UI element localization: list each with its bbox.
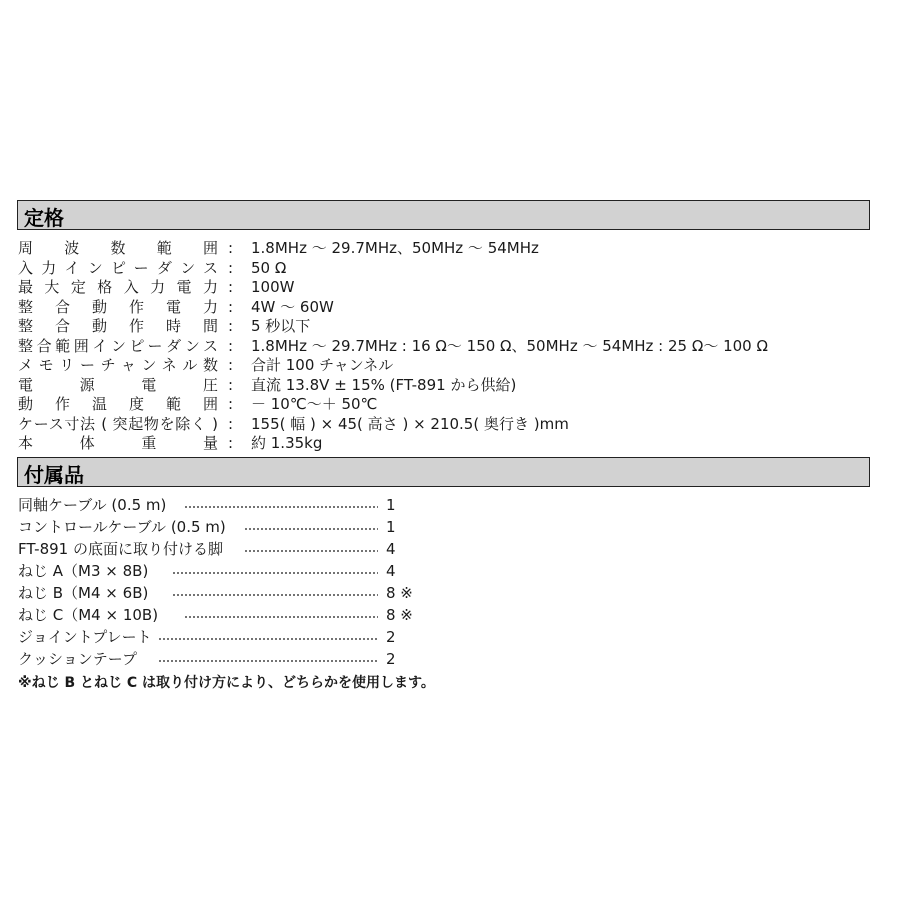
spec-colon: : bbox=[228, 317, 234, 335]
spec-colon: : bbox=[228, 239, 234, 257]
leader-dots bbox=[184, 616, 378, 618]
spec-value: 50 Ω bbox=[251, 258, 287, 277]
spec-label: 整合動作電力 bbox=[18, 297, 218, 316]
accessories-title: 付属品 bbox=[24, 463, 84, 487]
accessory-quantity: 1 bbox=[386, 496, 396, 514]
accessory-quantity: 4 bbox=[386, 562, 396, 580]
accessory-name: FT-891 の底面に取り付ける脚 bbox=[18, 540, 223, 558]
accessory-name: ねじ B（M4 × 6B) bbox=[18, 584, 149, 602]
accessory-name: ジョイントプレート bbox=[18, 628, 152, 646]
spec-label: 動作温度範囲 bbox=[18, 395, 218, 413]
spec-value: 4W ～ 60W bbox=[251, 297, 334, 316]
spec-colon: : bbox=[228, 434, 234, 452]
spec-value: 100W bbox=[251, 278, 295, 296]
spec-label: 周波数範囲 bbox=[18, 239, 218, 257]
spec-colon: : bbox=[228, 356, 234, 374]
spec-label: 整合範囲インピーダンス bbox=[18, 336, 218, 355]
accessory-quantity: 2 bbox=[386, 650, 396, 668]
leader-dots bbox=[158, 638, 378, 640]
specs-section-header bbox=[17, 200, 870, 230]
accessory-name: ねじ A（M3 × 8B) bbox=[18, 562, 149, 580]
accessory-quantity: 4 bbox=[386, 540, 396, 558]
leader-dots bbox=[184, 506, 378, 508]
accessory-quantity: 1 bbox=[386, 518, 396, 536]
screw-usage-note: ※ねじ B とねじ C は取り付け方により、どちらかを使用します。 bbox=[18, 675, 435, 691]
accessory-name: 同軸ケーブル (0.5 m) bbox=[18, 496, 167, 514]
spec-label: メモリーチャンネル数 bbox=[18, 356, 218, 374]
spec-colon: : bbox=[228, 336, 234, 355]
spec-colon: : bbox=[228, 414, 234, 433]
leader-dots bbox=[244, 528, 378, 530]
spec-label: 本体重量 bbox=[18, 434, 218, 452]
spec-value: 約 1.35kg bbox=[251, 434, 323, 452]
spec-colon: : bbox=[228, 395, 234, 413]
spec-colon: : bbox=[228, 375, 234, 394]
spec-value: 1.8MHz ～ 29.7MHz : 16 Ω～ 150 Ω、50MHz ～ 54MHz : 25 Ω～ 100 Ω bbox=[251, 336, 768, 355]
leader-dots bbox=[172, 572, 378, 574]
spec-colon: : bbox=[228, 297, 234, 316]
accessory-quantity: 8 ※ bbox=[386, 606, 413, 624]
spec-label: 最大定格入力電力 bbox=[18, 278, 218, 296]
spec-label: 入力インピーダンス bbox=[18, 258, 218, 277]
spec-value: 直流 13.8V ± 15% (FT-891 から供給) bbox=[251, 375, 517, 394]
accessories-section-header bbox=[17, 457, 870, 487]
accessory-name: クッションテープ bbox=[18, 650, 137, 668]
specs-title: 定格 bbox=[24, 206, 64, 230]
accessory-quantity: 2 bbox=[386, 628, 396, 646]
spec-label: 整合動作時間 bbox=[18, 317, 218, 335]
spec-value: 1.8MHz ～ 29.7MHz、50MHz ～ 54MHz bbox=[251, 239, 539, 257]
spec-value: 5 秒以下 bbox=[251, 317, 311, 335]
spec-value: 合計 100 チャンネル bbox=[251, 356, 394, 374]
leader-dots bbox=[158, 660, 378, 662]
leader-dots bbox=[172, 594, 378, 596]
accessory-name: コントロールケーブル (0.5 m) bbox=[18, 518, 226, 536]
spec-colon: : bbox=[228, 278, 234, 296]
leader-dots bbox=[244, 550, 378, 552]
spec-value: － 10℃～＋ 50℃ bbox=[251, 395, 378, 413]
accessory-name: ねじ C（M4 × 10B) bbox=[18, 606, 159, 624]
accessory-quantity: 8 ※ bbox=[386, 584, 413, 602]
spec-label: ケース寸法 ( 突起物を除く ) bbox=[18, 414, 218, 433]
spec-colon: : bbox=[228, 258, 234, 277]
spec-label: 電源電圧 bbox=[18, 375, 218, 394]
spec-value: 155( 幅 ) × 45( 高さ ) × 210.5( 奥行き )mm bbox=[251, 414, 569, 433]
